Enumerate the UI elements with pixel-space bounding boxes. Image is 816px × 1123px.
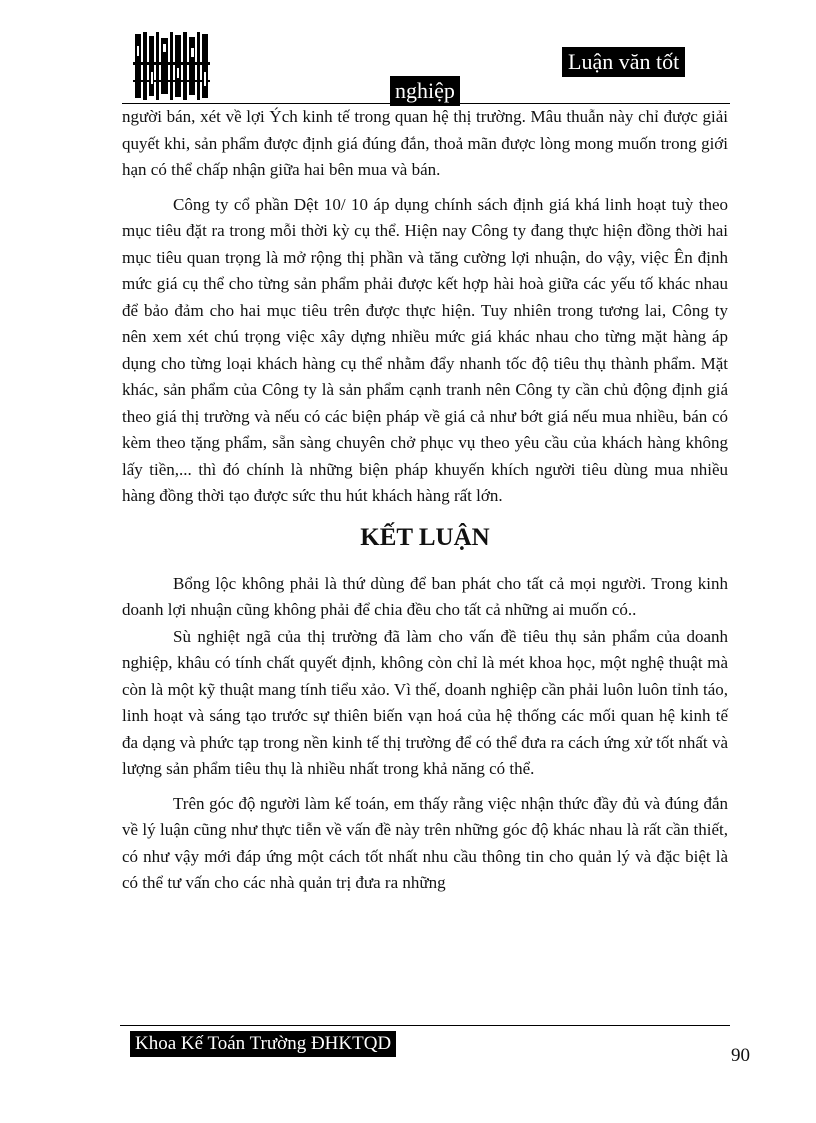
section-heading: KẾT LUẬN [360, 523, 490, 551]
header-title-continuation: nghiệp [390, 76, 460, 106]
page-body [122, 104, 728, 897]
footer-label: Khoa Kế Toán Trường ĐHKTQD [130, 1031, 396, 1057]
logo-image [133, 32, 210, 100]
paragraph: Công ty cổ phần Dệt 10/ 10 áp dụng chính sách định giá khá linh hoạt tuỳ theo mục tiêu đặt ra trong mỗi thời kỳ cụ thể. Hiện nay Công ty đang thực hiện đồng thời hai mục tiêu quan trọng là mở rộng thị phần và tăng cường lợi nhuận, do vậy, việc Ên định mức giá cụ thể cho từng sản phẩm phải được kết hợp hài hoà giữa các yếu tố khác nhau để bảo đảm cho hai mục tiêu trên được thực hiện. Tuy nhiên trong tương lai, Công ty nên xem xét chú trọng việc xây dựng nhiều mức giá khác nhau cho từng mặt hàng áp dụng cho từng loại khách hàng cụ thể nhằm đẩy nhanh tốc độ tiêu thụ thành phẩm. Mặt khác, sản phẩm của Công ty là sản phẩm cạnh tranh nên Công ty cần chủ động định giá theo giá thị trường và nếu có các biện pháp về giá cả như bớt giá nếu mua nhiều, bán có kèm theo tặng phẩm, sẵn sàng chuyên chở phục vụ theo yêu cầu của khách hàng không lấy tiền,... thì đó chính là những biện pháp khuyến khích người tiêu dùng mua nhiều hàng đồng thời tạo được sức thu hút khách hàng rất lớn. [122, 194, 728, 505]
footer-divider [120, 1025, 730, 1026]
page-number: 90 [731, 1045, 750, 1066]
paragraph: Bổng lộc không phải là thứ dùng để ban phát cho tất cả mọi người. Trong kinh doanh lợi nhuận cũng không phải để chia đều cho tất cả những ai muốn có.. [122, 573, 728, 619]
paragraph: Trên góc độ người làm kế toán, em thấy rằng việc nhận thức đầy đủ và đúng đắn về lý luận cũng như thực tiễn về vấn đề này trên những góc độ khác nhau là rất cần thiết, có như vậy mới đáp ứng một cách tốt nhất nhu cầu thông tin cho quản lý và đặc biệt là có thể tư vấn cho các nhà quản trị đưa ra những [122, 793, 728, 892]
paragraph: Sù nghiệt ngã của thị trường đã làm cho vấn đề tiêu thụ sản phẩm của doanh nghiệp, khâu có tính chất quyết định, không còn chỉ là mét khoa học, một nghệ thuật mà còn là một kỹ thuật mang tính tiểu xảo. Vì thế, doanh nghiệp cần phải luôn luôn tỉnh táo, linh hoạt và sáng tạo trước sự thiên biến vạn hoá của hệ thống các mối quan hệ kinh tế đa dạng và phức tạp trong nền kinh tế thị trường để có thể đưa ra cách ứng xử tốt nhất và lượng sản phẩm tiêu thụ là nhiều nhất trong khả năng có thể. [122, 626, 728, 778]
header-title: Luận văn tốt [562, 47, 685, 77]
paragraph: người bán, xét về lợi Ých kinh tế trong quan hệ thị trường. Mâu thuẫn này chỉ được giải quyết khi, sản phẩm được định giá đúng đắn, thoả mãn được lòng mong muốn trong giới hạn có thể chấp nhận giữa hai bên mua và bán. [122, 107, 728, 179]
